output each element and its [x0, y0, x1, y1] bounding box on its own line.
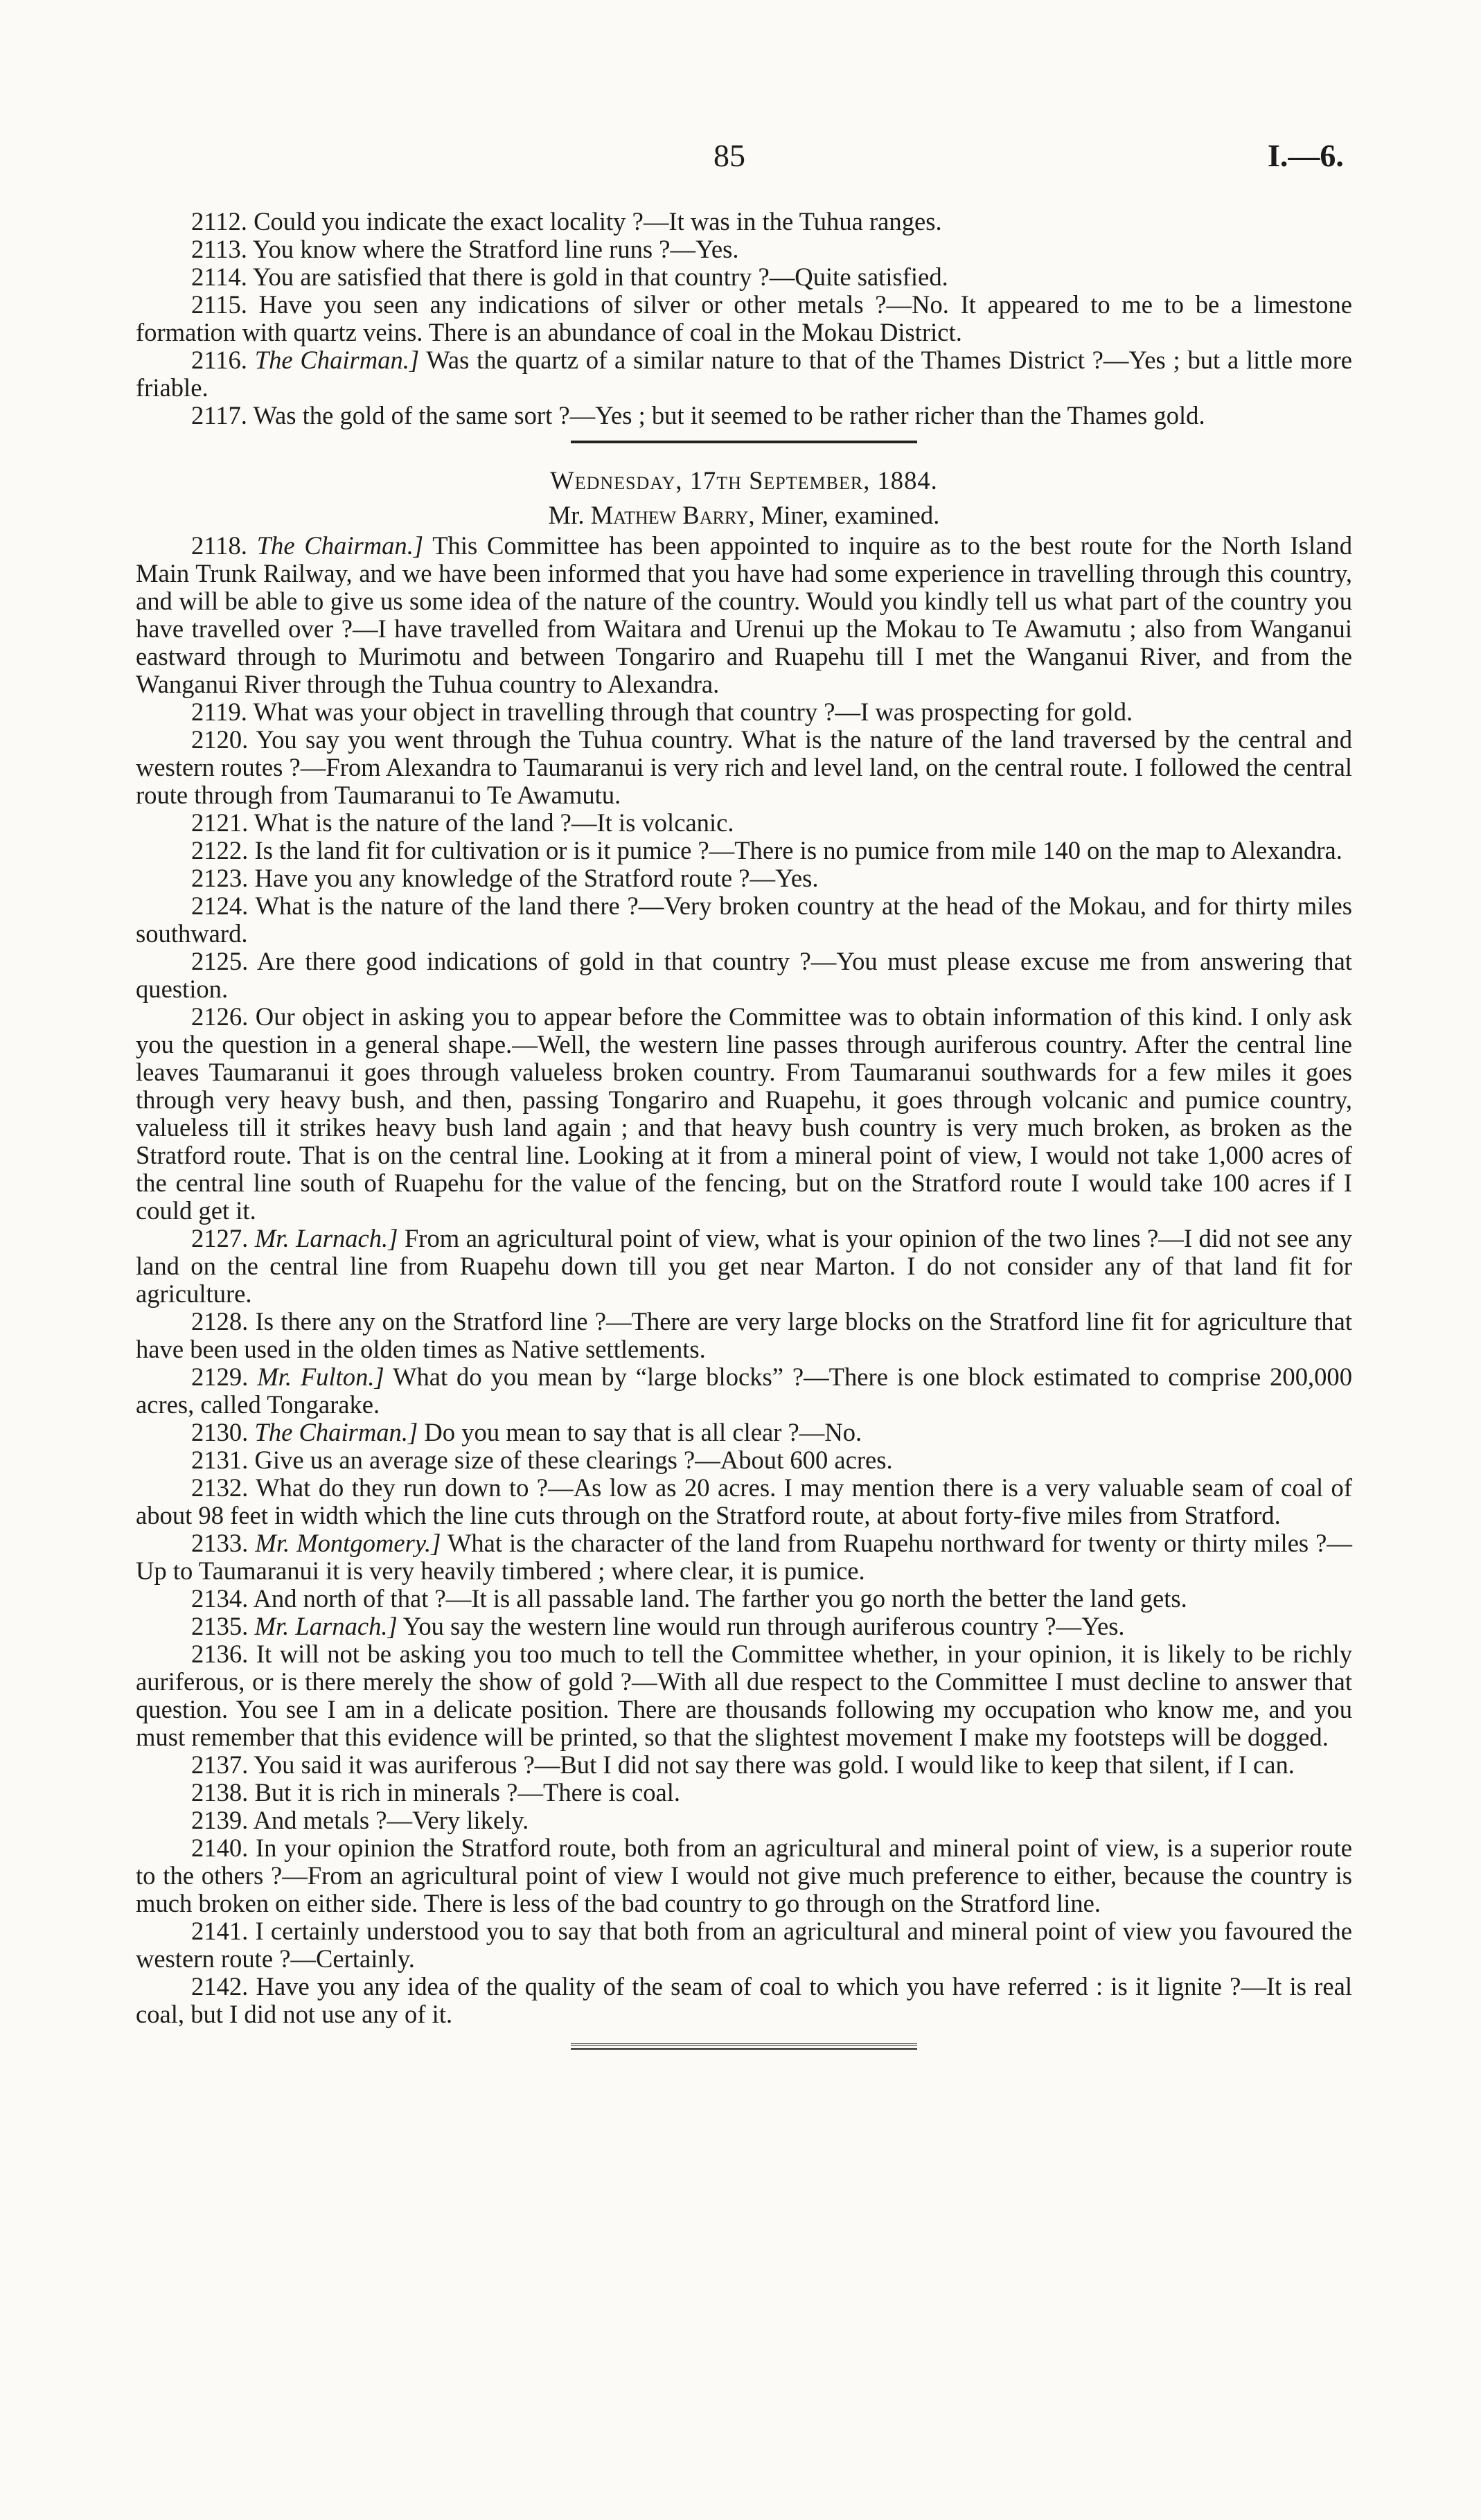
question-number: 2132.	[191, 1473, 249, 1502]
question-answer-text: Are there good indications of gold in that country ?—You must please excuse me from answering that question.	[136, 947, 1352, 1003]
question-answer-text: I certainly understood you to say that both from an agricultural and mineral point of view you favoured the western route ?—Certainly.	[136, 1917, 1352, 1973]
question-answer-text: Give us an average size of these clearings ?—About 600 acres.	[254, 1446, 893, 1474]
question-number: 2112.	[191, 207, 247, 236]
question-paragraph	[136, 1308, 1352, 1363]
question-paragraph	[136, 1003, 1352, 1225]
question-number: 2138.	[191, 1778, 249, 1807]
question-answer-text: What was your object in travelling through that country ?—I was prospecting for gold.	[253, 698, 1133, 726]
question-paragraph	[136, 1225, 1352, 1308]
document-reference: I.—6.	[1268, 138, 1344, 173]
question-answer-text: What do they run down to ?—As low as 20 acres. I may mention there is a very valuable seam of coal of about 98 feet in width which the line cuts through on the Stratford route, at about forty-five miles from Stratford.	[136, 1473, 1352, 1529]
question-number: 2137.	[191, 1750, 249, 1779]
question-paragraph	[136, 236, 1352, 263]
speaker-name: Mr. Larnach.]	[254, 1224, 398, 1252]
question-number: 2130.	[191, 1418, 249, 1446]
question-answer-text: Could you indicate the exact locality ?—It was in the Tuhua ranges.	[254, 207, 942, 236]
question-paragraph	[136, 263, 1352, 291]
speaker-name: Mr. Larnach.]	[254, 1612, 398, 1640]
question-number: 2124.	[191, 891, 249, 920]
evidence-section-previous	[136, 208, 1352, 429]
question-number: 2119.	[191, 698, 247, 726]
speaker-name: The Chairman.]	[254, 1418, 418, 1446]
speaker-name: Mr. Fulton.]	[257, 1363, 384, 1391]
question-number: 2126.	[191, 1002, 249, 1031]
question-answer-text: What is the character of the land from Ruapehu northward for twenty or thirty miles ?—Up to Taumaranui it is very heavily timbered ; where clear, it is pumice.	[136, 1529, 1352, 1585]
question-number: 2134.	[191, 1584, 249, 1613]
question-paragraph	[136, 1973, 1352, 2028]
page-body	[136, 208, 1352, 2050]
section-divider	[571, 441, 917, 443]
question-answer-text: Is there any on the Stratford line ?—There are very large blocks on the Stratford line fit for agriculture that have been used in the olden times as Native settlements.	[136, 1307, 1352, 1363]
question-number: 2135.	[191, 1612, 249, 1640]
question-number: 2129.	[191, 1363, 249, 1391]
question-paragraph	[136, 1529, 1352, 1585]
question-paragraph	[136, 291, 1352, 346]
question-paragraph	[136, 1751, 1352, 1779]
question-answer-text: And north of that ?—It is all passable land. The farther you go north the better the land gets.	[253, 1584, 1187, 1613]
question-paragraph	[136, 402, 1352, 429]
question-number: 2141.	[191, 1917, 249, 1945]
witness-name: Mathew Barry	[590, 501, 749, 529]
question-answer-text: Our object in asking you to appear before the Committee was to obtain information of this kind. I only ask you the question in a general shape.—Well, the western line passes through auriferous country. After the central line leaves Taumaranui it goes through valueless broken country. From Taumaranui southwards for a few miles it goes through very heavy bush, and then, passing Tongariro and Ruapehu, it goes through volcanic and pumice country, valueless till it strikes heavy bush land again ; and that heavy bush country is very much broken, as broken as the Stratford route. That is on the central line. Looking at it from a mineral point of view, I would not take 1,000 acres of the central line south of Ruapehu for the value of the fencing, but on the Stratford route I would take 100 acres if I could get it.	[136, 1002, 1352, 1225]
speaker-name: The Chairman.]	[256, 531, 424, 560]
question-answer-text: Was the quartz of a similar nature to that of the Thames District ?—Yes ; but a little more friable.	[136, 346, 1352, 402]
question-answer-text: What is the nature of the land there ?—Very broken country at the head of the Mokau, and for thirty miles southward.	[136, 891, 1353, 948]
question-paragraph	[136, 1834, 1352, 1917]
question-paragraph	[136, 809, 1352, 837]
question-number: 2118.	[191, 531, 247, 560]
question-answer-text: What is the nature of the land ?—It is volcanic.	[254, 808, 734, 837]
page-number: 85	[713, 138, 745, 173]
question-paragraph	[136, 1363, 1352, 1419]
end-divider	[571, 2043, 917, 2050]
question-number: 2131.	[191, 1446, 249, 1474]
question-answer-text: Have you any knowledge of the Stratford route ?—Yes.	[254, 864, 819, 892]
question-paragraph	[136, 1807, 1352, 1834]
speaker-name: The Chairman.]	[254, 346, 420, 374]
question-number: 2115.	[191, 290, 247, 319]
question-paragraph	[136, 837, 1352, 864]
question-paragraph	[136, 726, 1352, 809]
question-paragraph	[136, 1446, 1352, 1474]
question-number: 2116.	[191, 346, 247, 374]
question-answer-text: You say the western line would run through auriferous country ?—Yes.	[402, 1612, 1125, 1640]
question-number: 2142.	[191, 1972, 249, 2000]
question-number: 2140.	[191, 1834, 249, 1862]
question-paragraph	[136, 892, 1352, 948]
session-date: Wednesday, 17th September, 1884.	[550, 466, 938, 495]
question-number: 2113.	[191, 235, 247, 263]
question-paragraph	[136, 208, 1352, 236]
question-number: 2120.	[191, 725, 249, 754]
question-answer-text: This Committee has been appointed to inquire as to the best route for the North Island Main Trunk Railway, and we have been informed that you have had some experience in travelling through this country, and will be able to give us some idea of the nature of the country. Would you kindly tell us what part of the country you have travelled over ?—I have travelled from Waitara and Urenui up the Mokau to Te Awamutu ; also from Wanganui eastward through to Murimotu and between Tongariro and Ruapehu till I met the Wanganui River, and from the Wanganui River through the Tuhua country to Alexandra.	[136, 531, 1353, 698]
question-answer-text: And metals ?—Very likely.	[253, 1806, 529, 1834]
question-answer-text: Have you any idea of the quality of the seam of coal to which you have referred : is it lignite ?—It is real coal, but I did not use any of it.	[136, 1972, 1352, 2028]
question-number: 2114.	[191, 263, 247, 291]
question-answer-text: Is the land fit for cultivation or is it pumice ?—There is no pumice from mile 140 on the map to Alexandra.	[254, 836, 1342, 864]
question-number: 2133.	[191, 1529, 249, 1557]
question-number: 2122.	[191, 836, 249, 864]
question-paragraph	[136, 698, 1352, 726]
question-paragraph	[136, 1779, 1352, 1807]
question-answer-text: Do you mean to say that is all clear ?—No.	[424, 1418, 862, 1446]
question-answer-text: In your opinion the Stratford route, both from an agricultural and mineral point of view, is a superior route to the others ?—From an agricultural point of view I would not give much preference to either, because the country is much broken on either side. There is less of the bad country to go through on the Stratford line.	[136, 1834, 1352, 1917]
question-answer-text: Have you seen any indications of silver or other metals ?—No. It appeared to me to be a limestone formation with quartz veins. There is an abundance of coal in the Mokau District.	[136, 290, 1352, 346]
witness-heading	[136, 502, 1352, 529]
question-answer-text: It will not be asking you too much to tell the Committee whether, in your opinion, it is likely to be richly auriferous, or is there merely the show of gold ?—With all due respect to the Committee I must decline to answer that question. You see I am in a delicate position. There are thousands following my occupation who know me, and you must remember that this evidence will be printed, so that the slightest movement I make my footsteps will be dogged.	[136, 1640, 1352, 1751]
evidence-section-barry	[136, 532, 1352, 2028]
question-number: 2128.	[191, 1307, 249, 1336]
question-answer-text: What do you mean by “large blocks” ?—There is one block estimated to comprise 200,000 acres, called Tongarake.	[136, 1363, 1353, 1419]
speaker-name: Mr. Montgomery.]	[255, 1529, 441, 1557]
witness-role: , Miner, examined.	[748, 501, 940, 529]
question-number: 2127.	[191, 1224, 249, 1252]
question-number: 2121.	[191, 808, 249, 837]
question-paragraph	[136, 1917, 1352, 1973]
question-paragraph	[136, 346, 1352, 402]
question-paragraph	[136, 864, 1352, 892]
question-answer-text: You said it was auriferous ?—But I did not say there was gold. I would like to keep that silent, if I can.	[254, 1750, 1295, 1779]
question-paragraph	[136, 948, 1352, 1003]
page-header	[0, 137, 1481, 186]
question-paragraph	[136, 1585, 1352, 1613]
question-answer-text: From an agricultural point of view, what is your opinion of the two lines ?—I did not see any land on the central line from Ruapehu down till you get near Marton. I do not consider any of that land fit for agriculture.	[136, 1224, 1353, 1308]
question-answer-text: But it is rich in minerals ?—There is coal.	[254, 1778, 681, 1807]
question-paragraph	[136, 532, 1352, 698]
question-answer-text: You are satisfied that there is gold in that country ?—Quite satisfied.	[252, 263, 948, 291]
question-answer-text: You know where the Stratford line runs ?—Yes.	[252, 235, 739, 263]
question-paragraph	[136, 1640, 1352, 1751]
question-number: 2123.	[191, 864, 249, 892]
question-number: 2125.	[191, 947, 249, 975]
question-paragraph	[136, 1474, 1352, 1529]
question-number: 2139.	[191, 1806, 249, 1834]
question-answer-text: You say you went through the Tuhua country. What is the nature of the land traversed by the central and western routes ?—From Alexandra to Taumaranui is very rich and level land, on the central route. I followed the central route through from Taumaranui to Te Awamutu.	[136, 725, 1352, 809]
witness-title: Mr.	[548, 501, 585, 529]
question-number: 2117.	[191, 401, 247, 429]
question-number: 2136.	[191, 1640, 249, 1668]
question-answer-text: Was the gold of the same sort ?—Yes ; but it seemed to be rather richer than the Thames gold.	[253, 401, 1205, 429]
question-paragraph	[136, 1613, 1352, 1640]
question-paragraph	[136, 1419, 1352, 1446]
